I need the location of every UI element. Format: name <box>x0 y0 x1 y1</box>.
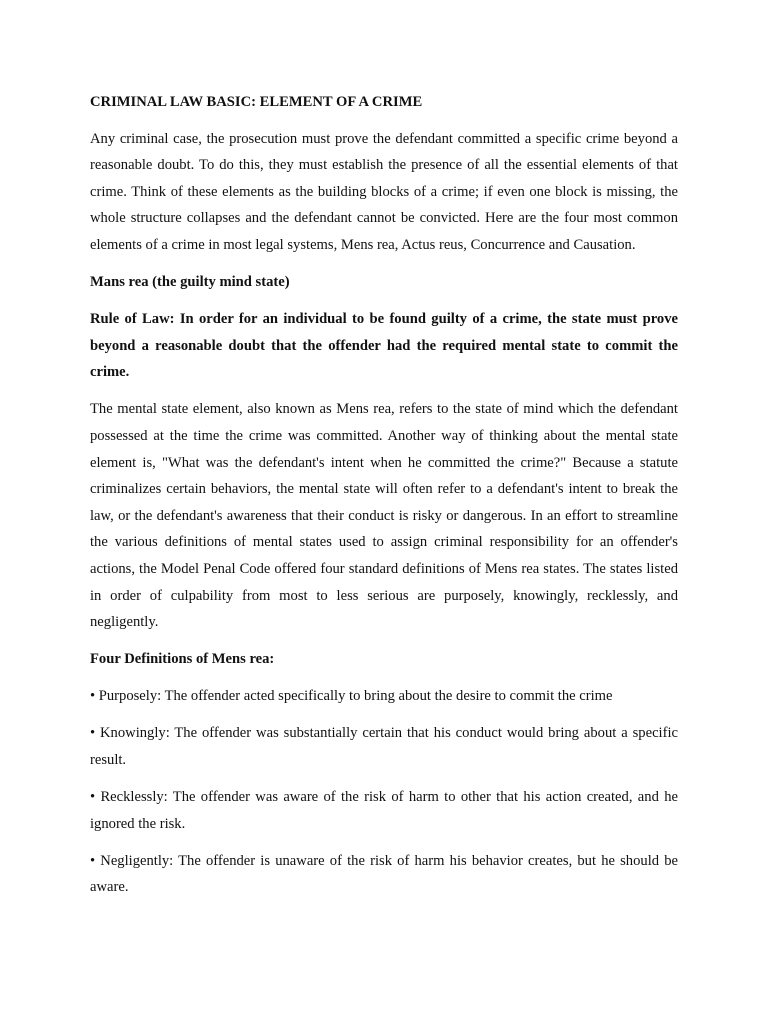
definition-recklessly: • Recklessly: The offender was aware of the risk of harm to other that his action created, and he ignored the risk. <box>90 789 678 832</box>
page-title: CRIMINAL LAW BASIC: ELEMENT OF A CRIME <box>90 94 423 110</box>
mental-state-paragraph: The mental state element, also known as Mens rea, refers to the state of mind which the defendant possessed at the time the crime was committed. Another way of thinking about the mental state element is, "What was the defendant's intent when he committed the crime?" Because a statute criminalizes certain behaviors, the mental state will often refer to a defendant's intent to break the law, or the defendant's awareness that their conduct is risky or dangerous. In an effort to streamline the various definitions of mental states used to assign criminal responsibility for an offender's actions, the Model Penal Code offered four standard definitions of Mens rea states. The states listed in order of culpability from most to less serious are purposely, knowingly, recklessly, and negligently. <box>90 401 678 631</box>
definitions-heading: Four Definitions of Mens rea: <box>90 651 275 668</box>
intro-paragraph: Any criminal case, the prosecution must prove the defendant committed a specific crime beyond a reasonable doubt. To do this, they must establish the presence of all the essential elements of that crime. Think of these elements as the building blocks of a crime; if even one block is missing, the whole structure collapses and the defendant cannot be convicted. Here are the four most common elements of a crime in most legal systems, Mens rea, Actus reus, Concurrence and Causation. <box>90 130 678 253</box>
definition-knowingly: • Knowingly: The offender was substantially certain that his conduct would bring about a specific result. <box>90 725 678 769</box>
definition-purposely: • Purposely: The offender acted specifically to bring about the desire to commit the crime <box>90 688 613 705</box>
definition-negligently: • Negligently: The offender is unaware of the risk of harm his behavior creates, but he should be aware. <box>90 852 678 896</box>
rule-of-law-paragraph: Rule of Law: In order for an individual to be found guilty of a crime, the state must prove beyond a reasonable doubt that the offender had the required mental state to commit the crime. <box>90 311 678 381</box>
mens-rea-heading: Mans rea (the guilty mind state) <box>90 274 290 291</box>
